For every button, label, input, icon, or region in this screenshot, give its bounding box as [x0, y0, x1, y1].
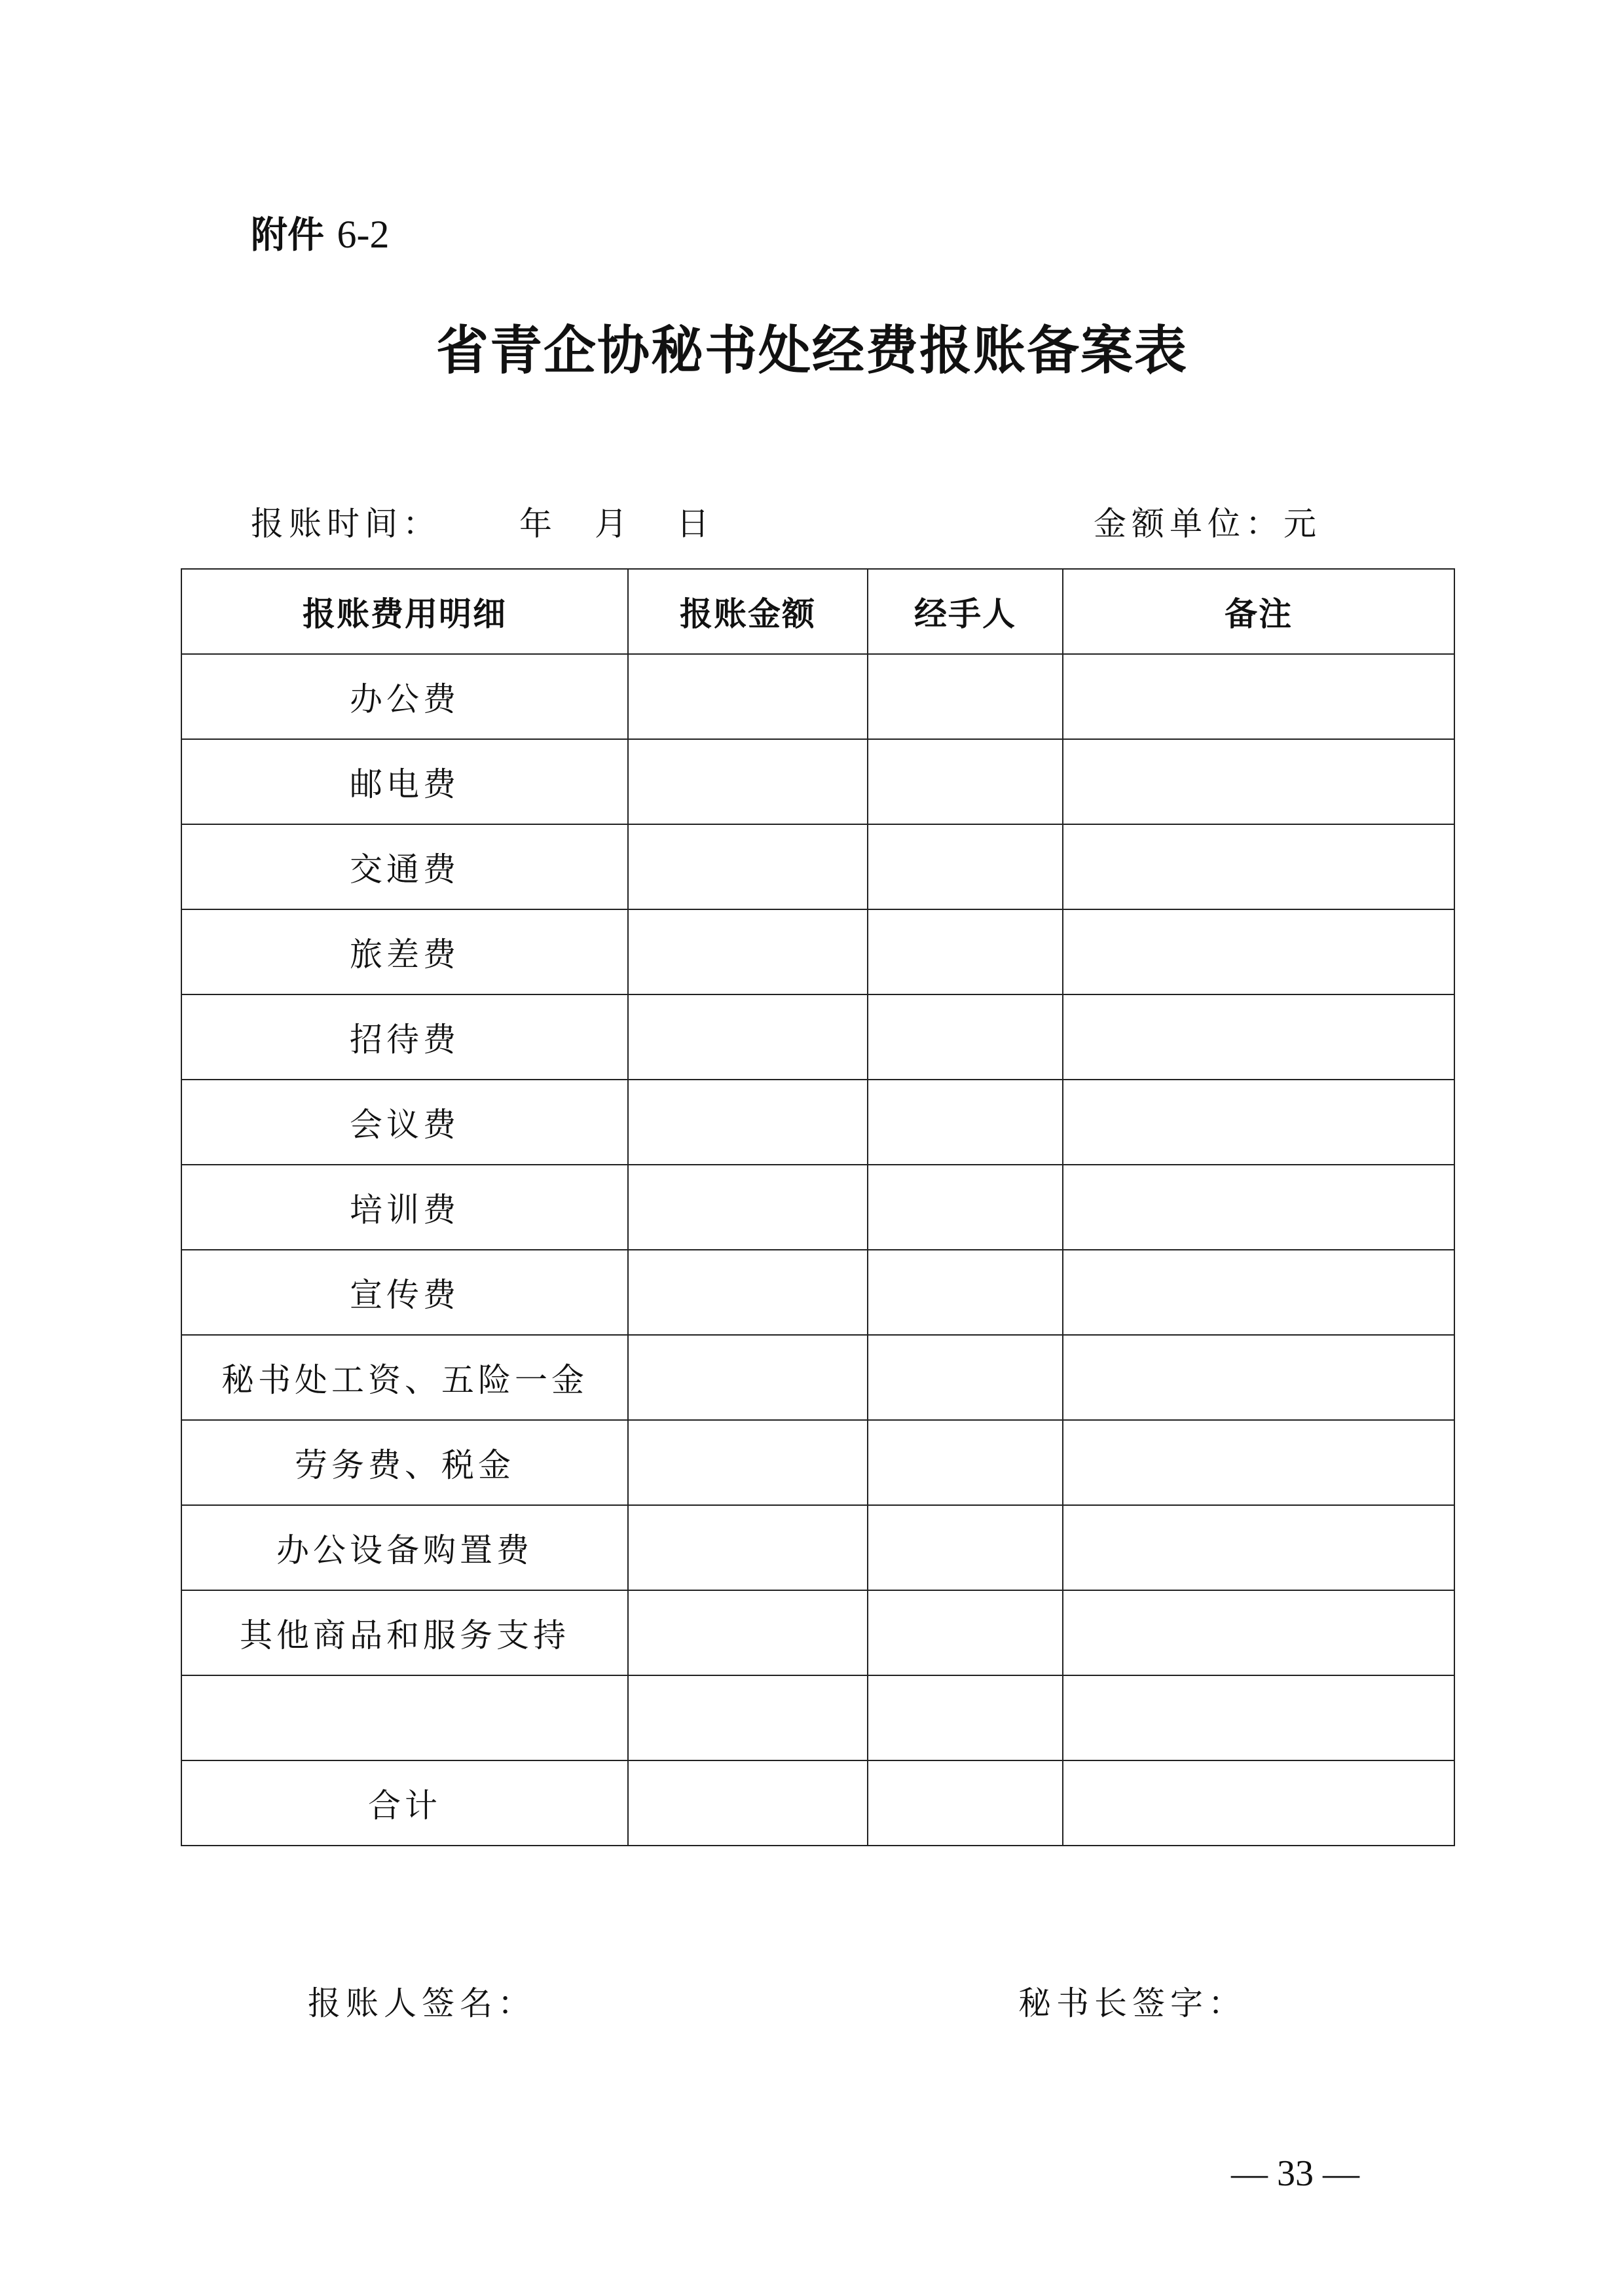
amount-cell[interactable] — [628, 1590, 868, 1675]
handler-cell[interactable] — [868, 1590, 1063, 1675]
expense-item-cell: 宣传费 — [181, 1250, 628, 1335]
expense-item-cell: 办公费 — [181, 654, 628, 739]
attachment-prefix: 附件 — [251, 214, 324, 257]
table-header-row — [181, 569, 1454, 654]
remark-cell[interactable] — [1063, 1080, 1454, 1165]
amount-cell[interactable] — [628, 654, 868, 739]
handler-cell[interactable] — [868, 1675, 1063, 1760]
amount-cell[interactable] — [628, 1420, 868, 1505]
amount-cell[interactable] — [628, 1505, 868, 1590]
amount-cell[interactable] — [628, 1165, 868, 1250]
expense-item-cell: 培训费 — [181, 1165, 628, 1250]
header-remark: 备注 — [1063, 569, 1454, 654]
remark-cell[interactable] — [1063, 1590, 1454, 1675]
remark-cell[interactable] — [1063, 654, 1454, 739]
header-expense-detail: 报账费用明细 — [181, 569, 628, 654]
expense-item-cell: 邮电费 — [181, 739, 628, 824]
expense-table — [181, 568, 1455, 1846]
handler-cell[interactable] — [868, 739, 1063, 824]
table-row — [181, 1420, 1454, 1505]
header-amount: 报账金额 — [628, 569, 868, 654]
expense-item-cell: 交通费 — [181, 824, 628, 909]
secretary-general-signature-label: 秘书长签字： — [1018, 1984, 1246, 2022]
attachment-number: 6-2 — [337, 213, 390, 256]
expense-item-cell: 秘书处工资、五险一金 — [181, 1335, 628, 1420]
handler-cell[interactable] — [868, 1165, 1063, 1250]
table-row — [181, 1675, 1454, 1760]
table-row — [181, 1250, 1454, 1335]
remark-cell[interactable] — [1063, 1250, 1454, 1335]
handler-cell[interactable] — [868, 1760, 1063, 1846]
handler-cell[interactable] — [868, 654, 1063, 739]
table-row — [181, 1505, 1454, 1590]
amount-cell[interactable] — [628, 909, 868, 994]
page-number: — 33 — — [1231, 2153, 1359, 2194]
table-row — [181, 1080, 1454, 1165]
header-handler: 经手人 — [868, 569, 1063, 654]
amount-cell[interactable] — [628, 994, 868, 1080]
expense-item-cell: 招待费 — [181, 994, 628, 1080]
submitter-signature-label: 报账人签名： — [308, 1984, 536, 2022]
table-row — [181, 1165, 1454, 1250]
amount-cell[interactable] — [628, 1250, 868, 1335]
amount-unit-label: 金额单位：元 — [1094, 505, 1321, 543]
handler-cell[interactable] — [868, 824, 1063, 909]
amount-cell[interactable] — [628, 1675, 868, 1760]
table-row — [181, 654, 1454, 739]
expense-item-cell: 劳务费、税金 — [181, 1420, 628, 1505]
remark-cell[interactable] — [1063, 994, 1454, 1080]
expense-item-cell: 旅差费 — [181, 909, 628, 994]
report-day-label: 日 — [676, 505, 714, 543]
amount-cell[interactable] — [628, 1335, 868, 1420]
table-row — [181, 739, 1454, 824]
handler-cell[interactable] — [868, 1420, 1063, 1505]
table-row — [181, 994, 1454, 1080]
remark-cell[interactable] — [1063, 1760, 1454, 1846]
report-year-label: 年 — [519, 505, 557, 543]
report-time-label: 报账时间： — [251, 505, 441, 543]
handler-cell[interactable] — [868, 909, 1063, 994]
handler-cell[interactable] — [868, 994, 1063, 1080]
total-row — [181, 1760, 1454, 1846]
table-row — [181, 824, 1454, 909]
expense-item-cell: 办公设备购置费 — [181, 1505, 628, 1590]
report-month-label: 月 — [595, 505, 633, 543]
remark-cell[interactable] — [1063, 824, 1454, 909]
amount-cell[interactable] — [628, 1080, 868, 1165]
expense-item-cell[interactable] — [181, 1675, 628, 1760]
handler-cell[interactable] — [868, 1250, 1063, 1335]
page-title: 省青企协秘书处经费报账备案表 — [436, 319, 1188, 381]
remark-cell[interactable] — [1063, 1420, 1454, 1505]
remark-cell[interactable] — [1063, 1335, 1454, 1420]
remark-cell[interactable] — [1063, 739, 1454, 824]
handler-cell[interactable] — [868, 1335, 1063, 1420]
handler-cell[interactable] — [868, 1080, 1063, 1165]
amount-cell[interactable] — [628, 824, 868, 909]
table-row — [181, 1590, 1454, 1675]
attachment-label — [251, 208, 389, 262]
amount-cell[interactable] — [628, 739, 868, 824]
remark-cell[interactable] — [1063, 909, 1454, 994]
expense-item-cell: 会议费 — [181, 1080, 628, 1165]
remark-cell[interactable] — [1063, 1505, 1454, 1590]
table-row — [181, 1335, 1454, 1420]
remark-cell[interactable] — [1063, 1675, 1454, 1760]
total-amount-cell[interactable] — [628, 1760, 868, 1846]
expense-item-cell: 其他商品和服务支持 — [181, 1590, 628, 1675]
total-label-cell: 合计 — [181, 1760, 628, 1846]
handler-cell[interactable] — [868, 1505, 1063, 1590]
table-row — [181, 909, 1454, 994]
remark-cell[interactable] — [1063, 1165, 1454, 1250]
